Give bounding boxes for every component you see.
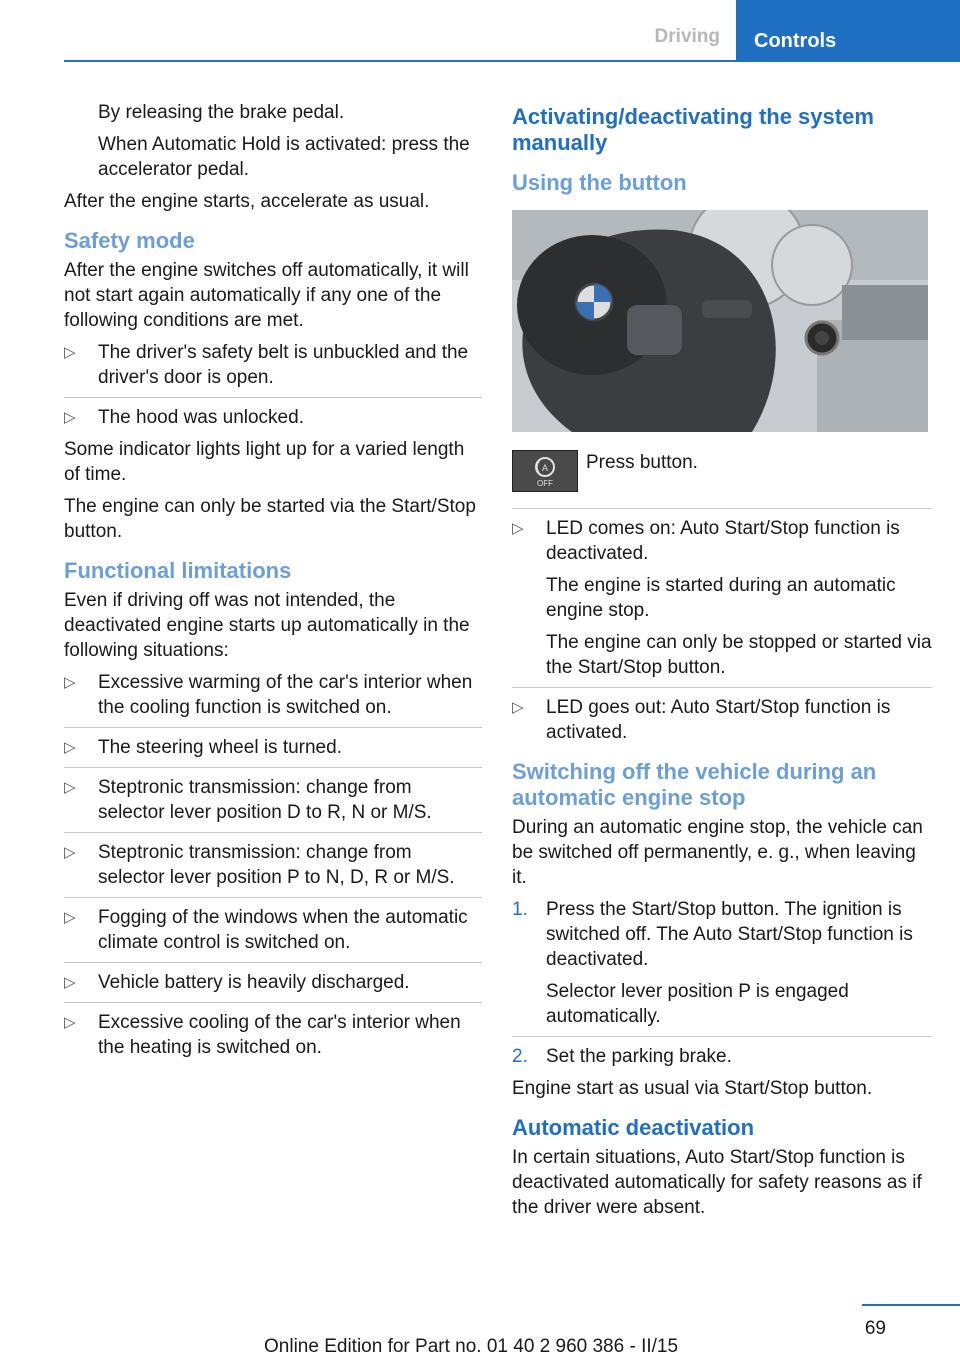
paragraph: The engine can only be started via the Start/Stop button.: [64, 496, 476, 542]
divider: [512, 687, 932, 688]
auto-start-stop-button-icon: [512, 450, 578, 492]
subheading-using-button: Using the button: [512, 170, 687, 195]
list-item: ▷ The driver's safety belt is unbuckled and the driver's door is open.: [64, 342, 469, 388]
divider: [512, 508, 932, 509]
edition-footer: Online Edition for Part no. 01 40 2 960 386 - II/15: [264, 1336, 679, 1357]
section-heading-automatic-deactivation: Automatic deactivation: [512, 1115, 755, 1140]
divider: [64, 962, 482, 963]
divider: [64, 767, 482, 768]
list-item: ▷ The steering wheel is turned.: [64, 737, 342, 758]
triangle-bullet-icon: ▷: [64, 1014, 76, 1031]
footer-rule: [862, 1304, 960, 1306]
list-item: ▷ Vehicle battery is heavily discharged.: [64, 972, 410, 993]
section-label: Driving: [654, 26, 720, 47]
paragraph: Engine start as usual via Start/Stop button.: [512, 1078, 873, 1099]
list-item: ▷ LED comes on: Auto Start/Stop function is deactivated. The engine is started during an automatic engine stop. The engine can only be stopped or started via the Start/Stop button.: [512, 518, 932, 678]
section-heading-functional-limitations: Functional limitations: [64, 558, 292, 583]
divider: [64, 897, 482, 898]
triangle-bullet-icon: ▷: [64, 344, 76, 361]
paragraph: By releasing the brake pedal.: [98, 102, 345, 123]
list-item: ▷ Steptronic transmission: change from selector lever position P to N, D, R or M/S.: [64, 842, 455, 888]
list-item: ▷ Excessive warming of the car's interior when the cooling function is switched on.: [64, 672, 473, 718]
list-item: ▷ Fogging of the windows when the automatic climate control is switched on.: [64, 907, 468, 953]
triangle-bullet-icon: ▷: [64, 779, 76, 796]
paragraph: In certain situations, Auto Start/Stop function is deactivated automatically for safety reasons as if the driver were absent.: [512, 1147, 922, 1218]
triangle-bullet-icon: ▷: [64, 739, 76, 756]
divider: [64, 832, 482, 833]
divider: [64, 727, 482, 728]
numbered-step: 2. Set the parking brake.: [512, 1046, 732, 1067]
divider: [512, 1036, 932, 1037]
paragraph: When Automatic Hold is activated: press the accelerator pedal.: [98, 134, 470, 180]
svg-text:A: A: [541, 463, 549, 473]
numbered-step: 1. Press the Start/Stop button. The ignition is switched off. The Auto Start/Stop function is deactivated. Selector lever position P is engaged automatically.: [512, 899, 913, 1027]
press-button-row: [512, 450, 932, 494]
triangle-bullet-icon: ▷: [64, 909, 76, 926]
triangle-bullet-icon: ▷: [64, 409, 76, 426]
paragraph: Even if driving off was not intended, the deactivated engine starts up automatically in the following situations:: [64, 590, 470, 661]
steering-wheel-illustration: [512, 210, 928, 432]
svg-text:OFF: OFF: [537, 479, 553, 488]
section-heading-switching-off: Switching off the vehicle during an automatic engine stop: [512, 759, 877, 810]
page-number: 69: [864, 1318, 886, 1339]
triangle-bullet-icon: ▷: [512, 699, 524, 716]
triangle-bullet-icon: ▷: [64, 674, 76, 691]
page-header: [0, 0, 960, 62]
list-item: ▷ The hood was unlocked.: [64, 407, 304, 428]
triangle-bullet-icon: ▷: [64, 844, 76, 861]
header-rule: [64, 60, 960, 62]
paragraph: During an automatic engine stop, the vehicle can be switched off permanently, e. g., when leaving it.: [512, 817, 923, 888]
list-item: ▷ Steptronic transmission: change from selector lever position D to R, N or M/S.: [64, 777, 432, 823]
right-column: [512, 100, 932, 1227]
paragraph: After the engine starts, accelerate as usual.: [64, 191, 430, 212]
triangle-bullet-icon: ▷: [512, 520, 524, 537]
section-heading-safety-mode: Safety mode: [64, 228, 195, 253]
paragraph: After the engine switches off automatically, it will not start again automatically if any one of the following conditions are met.: [64, 260, 469, 331]
press-button-label: Press button.: [586, 452, 698, 473]
dashboard-image: [512, 210, 928, 432]
list-item: ▷ LED goes out: Auto Start/Stop function is activated.: [512, 697, 891, 743]
list-item: ▷ Excessive cooling of the car's interior when the heating is switched on.: [64, 1012, 461, 1058]
divider: [64, 1002, 482, 1003]
left-column: [64, 100, 482, 1067]
divider: [64, 397, 482, 398]
chapter-tab: Controls: [736, 0, 960, 62]
triangle-bullet-icon: ▷: [64, 974, 76, 991]
section-heading-activating: Activating/deactivating the system manually: [512, 104, 874, 155]
paragraph: Some indicator lights light up for a varied length of time.: [64, 439, 465, 485]
